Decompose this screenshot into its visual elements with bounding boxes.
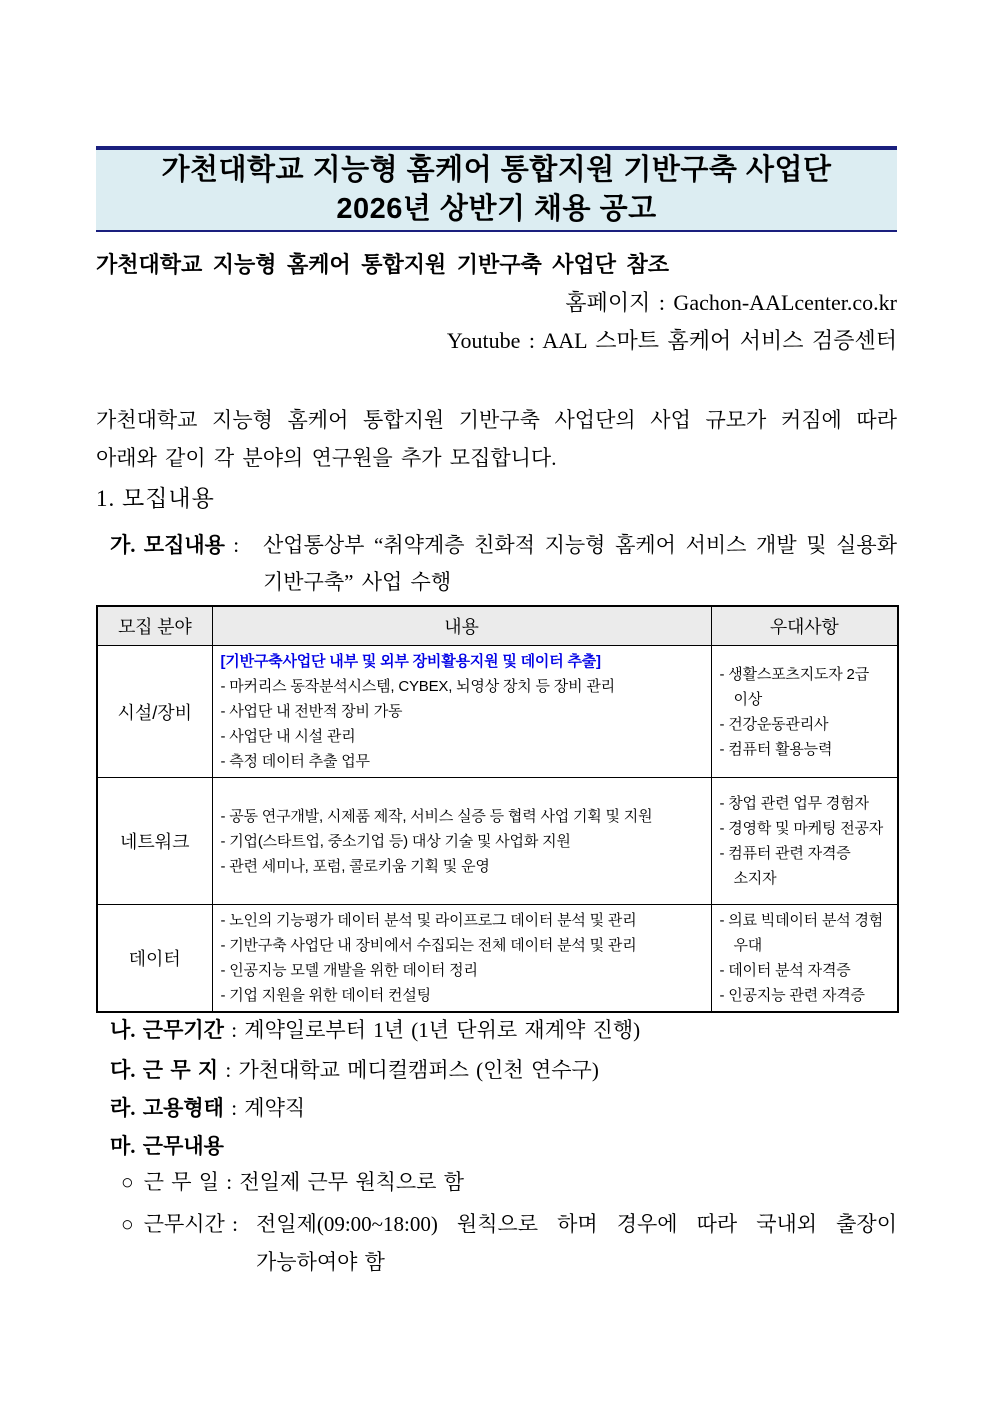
list-item: - 의료 빅데이터 분석 경험 우대 [719,912,884,954]
announcement-title-banner [96,146,897,232]
item-work-place-text: 가천대학교 메디컬캠퍼스 (인천 연수구) [238,1058,599,1082]
content-facility-list [221,674,707,774]
content-facility [212,646,711,778]
preference-network [711,778,898,905]
item-recruit-detail-label: 가. 모집내용 : [110,533,240,557]
preference-facility-list [720,662,894,762]
subitem-work-hours-label: ○ 근무시간 : [121,1212,238,1236]
list-item: - 사업단 내 시설 관리 [220,728,356,745]
subitem-work-hours [96,1205,897,1281]
header-preference: 우대사항 [711,606,898,646]
subitem-work-day-text: 전일제 근무 원칙으로 함 [239,1170,464,1194]
table-row [97,646,898,778]
item-separator: : [219,1170,240,1194]
content-network-list [221,804,707,879]
list-item: - 기반구축 사업단 내 장비에서 수집되는 전체 데이터 분석 및 관리 [220,937,637,954]
field-facility: 시설/장비 [97,646,212,778]
item-recruit-detail-text: 산업통상부 “취약계층 친화적 지능형 홈케어 서비스 개발 및 실용화 기반구축” 사업 수행 [263,533,897,594]
list-item: - 기업(스타트업, 중소기업 등) 대상 기술 및 사업화 지원 [220,832,571,850]
list-item: - 컴퓨터 활용능력 [719,740,833,758]
reference-line: 가천대학교 지능형 홈케어 통합지원 기반구축 사업단 참조 [96,252,670,277]
list-item: - 관련 세미나, 포럼, 콜로키움 기획 및 운영 [220,857,490,875]
preference-data [711,905,898,1013]
item-work-period-text: 계약일로부터 1년 (1년 단위로 재계약 진행) [244,1018,641,1042]
table-header-row [97,606,898,646]
item-separator: : [223,1096,245,1120]
list-item: - 측정 데이터 추출 업무 [220,753,370,770]
item-work-place: 다. 근 무 지 : 가천대학교 메디컬캠퍼스 (인천 연수구) [110,1058,599,1082]
recruitment-table [96,605,899,1013]
announcement-title-line2: 2026년 상반기 채용 공고 [336,193,657,225]
list-item: - 생활스포츠지도자 2급 이상 [719,665,869,708]
table-row [97,905,898,1013]
content-data [212,905,711,1013]
list-item: - 창업 관련 업무 경험자 [719,795,869,812]
intro-paragraph: 가천대학교 지능형 홈케어 통합지원 기반구축 사업단의 사업 규모가 커짐에 따라 아래와 같이 각 분야의 연구원을 추가 모집합니다. [96,408,897,470]
field-network: 네트워크 [97,778,212,905]
youtube-line: Youtube : AAL 스마트 홈케어 서비스 검증센터 [446,328,897,353]
item-employment-type-text: 계약직 [244,1096,306,1120]
header-field: 모집 분야 [97,606,212,646]
list-item: - 기업 지원을 위한 데이터 컨설팅 [220,987,431,1004]
content-network [212,778,711,905]
list-item: - 데이터 분석 자격증 [719,962,851,979]
item-separator: : [224,1212,238,1236]
list-item: - 노인의 기능평가 데이터 분석 및 라이프로그 데이터 분석 및 관리 [220,912,637,929]
list-item: - 건강운동관리사 [719,715,829,733]
list-item: - 사업단 내 전반적 장비 가동 [220,703,403,720]
content-facility-title: [기반구축사업단 내부 및 외부 장비활용지원 및 데이터 추출] [220,653,601,670]
subitem-work-hours-text: 전일제(09:00~18:00) 원칙으로 하며 경우에 따라 국내외 출장이 가능하여야 함 [256,1212,897,1274]
circle-bullet: ○ [121,1170,134,1194]
header-content: 내용 [212,606,711,646]
item-recruit-detail [96,527,897,601]
circle-bullet: ○ [121,1212,134,1236]
list-item: - 컴퓨터 관련 자격증 소지자 [719,845,851,887]
table-row [97,778,898,905]
subitem-work-day-label: 근 무 일 [143,1170,220,1194]
item-separator: : [218,1058,239,1082]
preference-data-list [720,908,894,1008]
list-item: - 인공지능 모델 개발을 위한 데이터 정리 [220,962,478,979]
homepage-line: 홈페이지 : Gachon-AALcenter.co.kr [565,290,897,315]
item-work-detail: 마. 근무내용 [110,1134,224,1158]
list-item: - 경영학 및 마케팅 전공자 [719,820,884,837]
announcement-title-line1: 가천대학교 지능형 홈케어 통합지원 기반구축 사업단 [161,154,832,186]
document-content [96,0,897,1403]
item-employment-type: 라. 고용형태 : 계약직 [110,1096,306,1120]
subitem-work-day [96,1168,897,1196]
field-data: 데이터 [97,905,212,1013]
item-separator: : [223,1018,245,1042]
list-item: - 인공지능 관련 자격증 [719,987,865,1004]
section1-heading: 1. 모집내용 [96,486,215,511]
content-data-list [221,908,707,1008]
list-item: - 마커리스 동작분석시스템, CYBEX, 뇌영상 장치 등 장비 관리 [220,678,615,695]
preference-facility [711,646,898,778]
item-separator: : [224,533,240,557]
list-item: - 공동 연구개발, 시제품 제작, 서비스 실증 등 협력 사업 기획 및 지원 [220,807,653,825]
item-work-period: 나. 근무기간 : 계약일로부터 1년 (1년 단위로 재계약 진행) [110,1018,641,1042]
preference-network-list [720,791,894,891]
